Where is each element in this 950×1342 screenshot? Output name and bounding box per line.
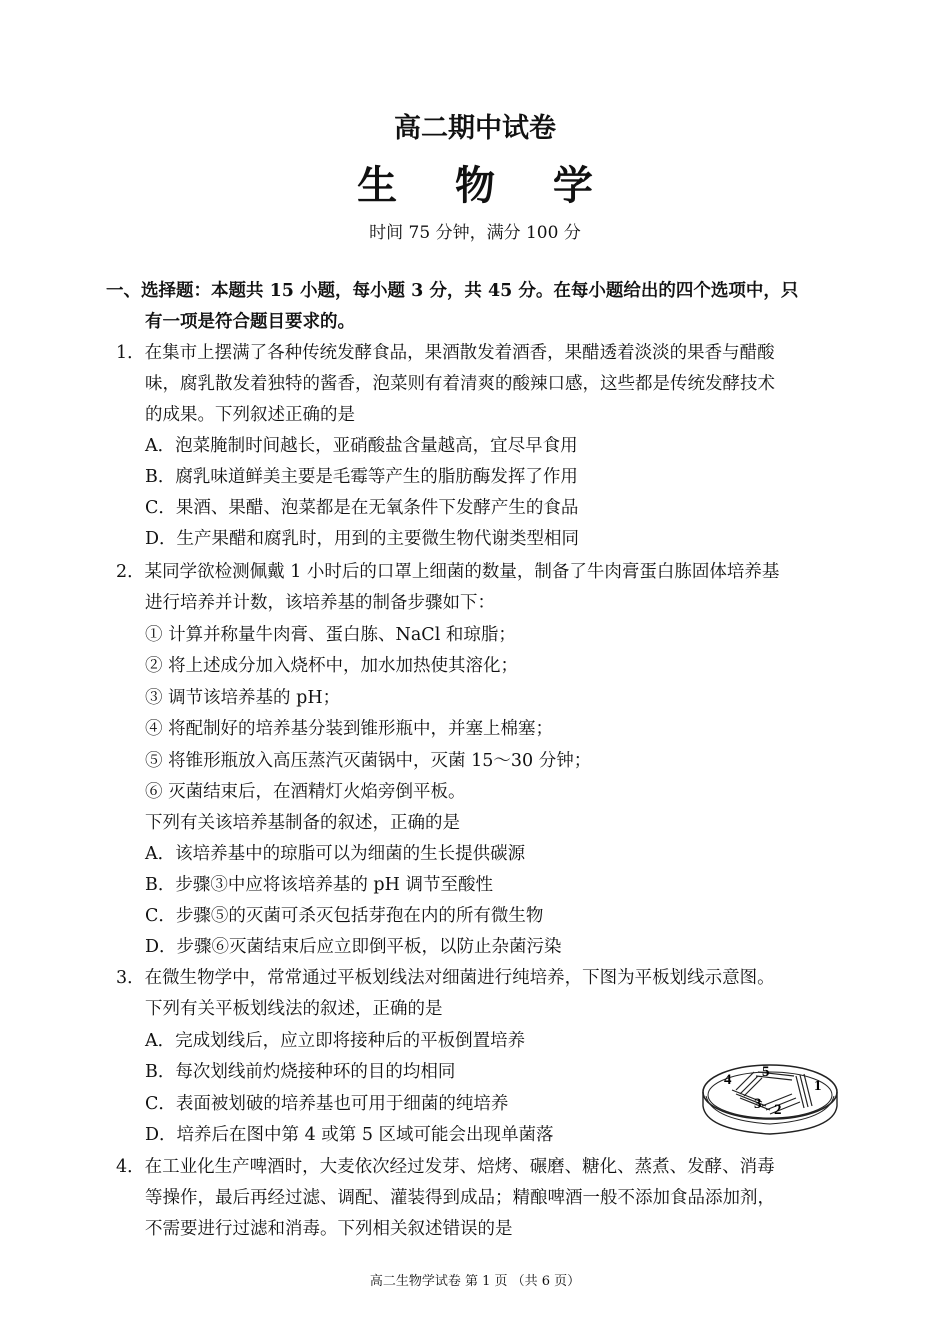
q1-option-a: A．泡菜腌制时间越长，亚硝酸盐含量越高，宜尽早食用 xyxy=(145,436,578,456)
q1-option-b: B．腐乳味道鲜美主要是毛霉等产生的脂肪酶发挥了作用 xyxy=(145,467,578,487)
exam-info: 时间 75 分钟，满分 100 分 xyxy=(369,223,581,243)
section-heading-line2: 有一项是符合题目要求的。 xyxy=(145,312,355,332)
zone-label-3: 3 xyxy=(754,1096,762,1112)
zone-label-1: 1 xyxy=(814,1078,822,1094)
q2-step-6: ⑥ 灭菌结束后，在酒精灯火焰旁倒平板。 xyxy=(145,782,466,802)
q2-stem-line1: 2．某同学欲检测佩戴 1 小时后的口罩上细菌的数量，制备了牛肉膏蛋白胨固体培养基 xyxy=(116,562,780,582)
q3-option-a: A．完成划线后，应立即将接种后的平板倒置培养 xyxy=(145,1031,526,1051)
q3-option-d: D．培养后在图中第 4 或第 5 区域可能会出现单菌落 xyxy=(145,1125,554,1145)
q3-stem-line1: 3．在微生物学中，常常通过平板划线法对细菌进行纯培养，下图为平板划线示意图。 xyxy=(116,968,775,988)
streak-lines xyxy=(732,1072,812,1114)
exam-title: 高二期中试卷 xyxy=(394,113,556,144)
q3-option-b: B．每次划线前灼烧接种环的目的均相同 xyxy=(145,1062,456,1082)
q2-step-3: ③ 调节该培养基的 pH； xyxy=(145,688,341,708)
zone-label-4: 4 xyxy=(724,1072,732,1088)
page-footer: 高二生物学试卷 第 1 页 （共 6 页） xyxy=(369,1274,581,1289)
q4-stem-line2: 等操作，最后再经过滤、调配、灌装得到成品；精酿啤酒一般不添加食品添加剂， xyxy=(145,1188,775,1208)
zone-label-2: 2 xyxy=(774,1102,782,1118)
q2-option-c: C．步骤⑤的灭菌可杀灭包括芽孢在内的所有微生物 xyxy=(145,906,544,926)
q2-step-2: ② 将上述成分加入烧杯中，加水加热使其溶化； xyxy=(145,656,519,676)
q2-step-1: ① 计算并称量牛肉膏、蛋白胨、NaCl 和琼脂； xyxy=(145,625,516,645)
q2-option-b: B．步骤③中应将该培养基的 pH 调节至酸性 xyxy=(145,875,493,895)
q1-option-c: C．果酒、果醋、泡菜都是在无氧条件下发酵产生的食品 xyxy=(145,498,579,518)
q4-stem-line1: 4．在工业化生产啤酒时，大麦依次经过发芽、焙烤、碾磨、糖化、蒸煮、发酵、消毒 xyxy=(116,1157,775,1177)
q1-option-d: D．生产果醋和腐乳时，用到的主要微生物代谢类型相同 xyxy=(145,529,580,549)
q3-option-c: C．表面被划破的培养基也可用于细菌的纯培养 xyxy=(145,1094,509,1114)
q1-stem-line2: 味，腐乳散发着独特的酱香，泡菜则有着清爽的酸辣口感，这些都是传统发酵技术 xyxy=(145,374,775,394)
q2-option-a: A．该培养基中的琼脂可以为细菌的生长提供碳源 xyxy=(145,844,526,864)
q2-question: 下列有关该培养基制备的叙述，正确的是 xyxy=(145,813,460,833)
streak-plate-figure xyxy=(700,1058,840,1140)
subject-title: 生 物 学 xyxy=(357,162,615,209)
section-heading-line1: 一、选择题：本题共 15 小题，每小题 3 分，共 45 分。在每小题给出的四个选项中，只 xyxy=(106,281,799,301)
q2-option-d: D．步骤⑥灭菌结束后应立即倒平板，以防止杂菌污染 xyxy=(145,937,562,957)
q1-stem-line3: 的成果。下列叙述正确的是 xyxy=(145,405,355,425)
petri-dish-base xyxy=(703,1092,837,1134)
q1-stem-line1: 1．在集市上摆满了各种传统发酵食品，果酒散发着酒香，果醋透着淡淡的果香与醋酸 xyxy=(116,343,775,363)
q2-step-4: ④ 将配制好的培养基分装到锥形瓶中，并塞上棉塞； xyxy=(145,719,554,739)
q2-step-5: ⑤ 将锥形瓶放入高压蒸汽灭菌锅中，灭菌 15～30 分钟； xyxy=(145,751,592,771)
q3-stem-line2: 下列有关平板划线法的叙述，正确的是 xyxy=(145,999,443,1019)
zone-label-5: 5 xyxy=(762,1064,770,1080)
q2-stem-line2: 进行培养并计数，该培养基的制备步骤如下： xyxy=(145,593,495,613)
q4-stem-line3: 不需要进行过滤和消毒。下列相关叙述错误的是 xyxy=(145,1219,513,1239)
